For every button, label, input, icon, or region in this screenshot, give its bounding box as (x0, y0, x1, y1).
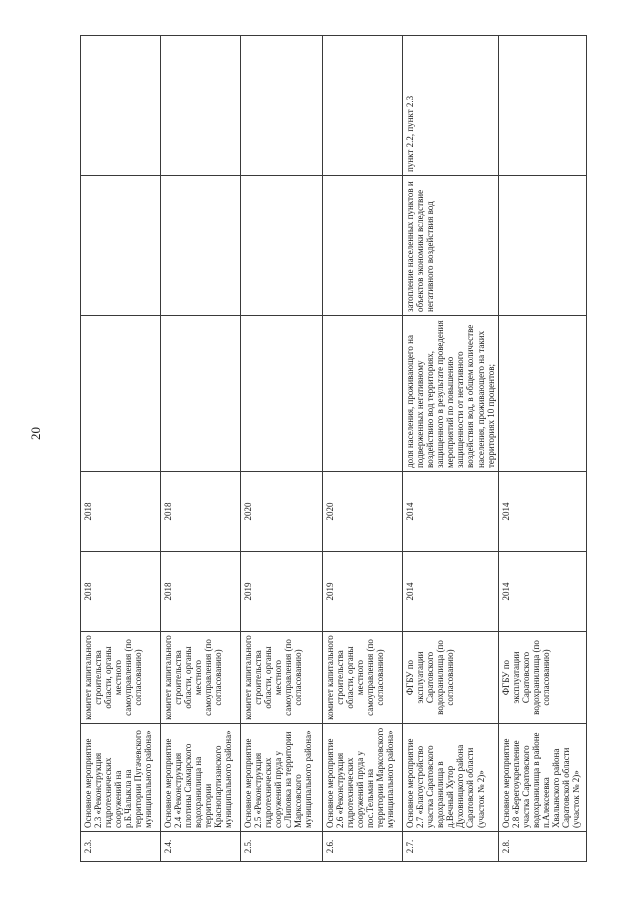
links (81, 36, 161, 176)
rotated-table-wrapper (80, 36, 582, 862)
year-start: 2019 (241, 552, 323, 632)
result (81, 176, 161, 316)
indicators: доля населения, проживающего на подверженных негативному воздействию вод территориях, защищенного в результате проведения мероприятий по повышению защищенности от негативного воздействия вод, в общем количестве населения, проживающего на таких территориях 10 процентов; (403, 316, 499, 472)
row-number: 2.6. (323, 832, 403, 862)
result (498, 176, 586, 316)
row-number: 2.7. (403, 832, 499, 862)
measure-name: Основное мероприятие 2.3 «Реконструкция гидротехнических сооружений на р.Б.Чалыкла на территории Пугачевского муниципального района» (81, 724, 161, 832)
executor: комитет капитального строительства области, органы местного самоуправления (по согласованию) (161, 632, 241, 724)
year-start: 2019 (323, 552, 403, 632)
year-start: 2018 (81, 552, 161, 632)
row-number: 2.4. (161, 832, 241, 862)
indicators (323, 316, 403, 472)
year-end: 2018 (161, 472, 241, 552)
table-row (161, 36, 241, 862)
executor: комитет капитального строительства области, органы местного самоуправления (по согласованию) (323, 632, 403, 724)
measure-name: Основное мероприятие 2.6 «Реконструкция гидротехнических сооружений пруда у пос.Тельман на территории Марксовского муниципального района» (323, 724, 403, 832)
table-row (498, 36, 586, 862)
measure-name: Основное мероприятие 2.5 «Реконструкция гидротехнических сооружений пруда у с.Липовка на территории Марксовского муниципального района» (241, 724, 323, 832)
row-number: 2.5. (241, 832, 323, 862)
links (323, 36, 403, 176)
year-end: 2014 (403, 472, 499, 552)
year-start: 2014 (403, 552, 499, 632)
row-number: 2.8. (498, 832, 586, 862)
year-end: 2018 (81, 472, 161, 552)
measure-name: Основное мероприятие 2.7 «Благоустройство участка Саратовского водохранилища в д.Вечный Хутор Духовницкого района Саратовской области (участок № 2)» (403, 724, 499, 832)
indicators (498, 316, 586, 472)
executor: комитет капитального строительства области, органы местного самоуправления (по согласованию) (241, 632, 323, 724)
indicators (81, 316, 161, 472)
indicators (161, 316, 241, 472)
indicators (241, 316, 323, 472)
year-end: 2020 (323, 472, 403, 552)
links: пункт 2.2, пункт 2.3 (403, 36, 499, 176)
year-end: 2020 (241, 472, 323, 552)
result: затопление населенных пунктов и объектов экономики вследствие негативного воздействия вод (403, 176, 499, 316)
executor: комитет капитального строительства области, органы местного самоуправления (по согласованию) (81, 632, 161, 724)
table-row (81, 36, 161, 862)
links (161, 36, 241, 176)
table-row (403, 36, 499, 862)
links (498, 36, 586, 176)
result (241, 176, 323, 316)
executor: ФГБУ по эксплуатации Саратовского водохранилища (по согласованию) (403, 632, 499, 724)
page-number: 20 (28, 427, 43, 440)
table-row (323, 36, 403, 862)
year-start: 2018 (161, 552, 241, 632)
executor: ФГБУ по эксплуатации Саратовского водохранилища (по согласованию) (498, 632, 586, 724)
measure-name: Основное мероприятие 2.4 «Реконструкция плотины Сакмарского водохранилища на территории Краснопартизанского муниципального района» (161, 724, 241, 832)
year-end: 2014 (498, 472, 586, 552)
measure-name: Основное мероприятие 2.8 «Берегоукрепление участка Саратовского водохранилища в районе п.Алексеевка Хвалынского района Саратовской области (участок № 2)» (498, 724, 586, 832)
table-row (241, 36, 323, 862)
year-start: 2014 (498, 552, 586, 632)
measures-table (80, 35, 587, 862)
result (323, 176, 403, 316)
result (161, 176, 241, 316)
row-number: 2.3. (81, 832, 161, 862)
links (241, 36, 323, 176)
